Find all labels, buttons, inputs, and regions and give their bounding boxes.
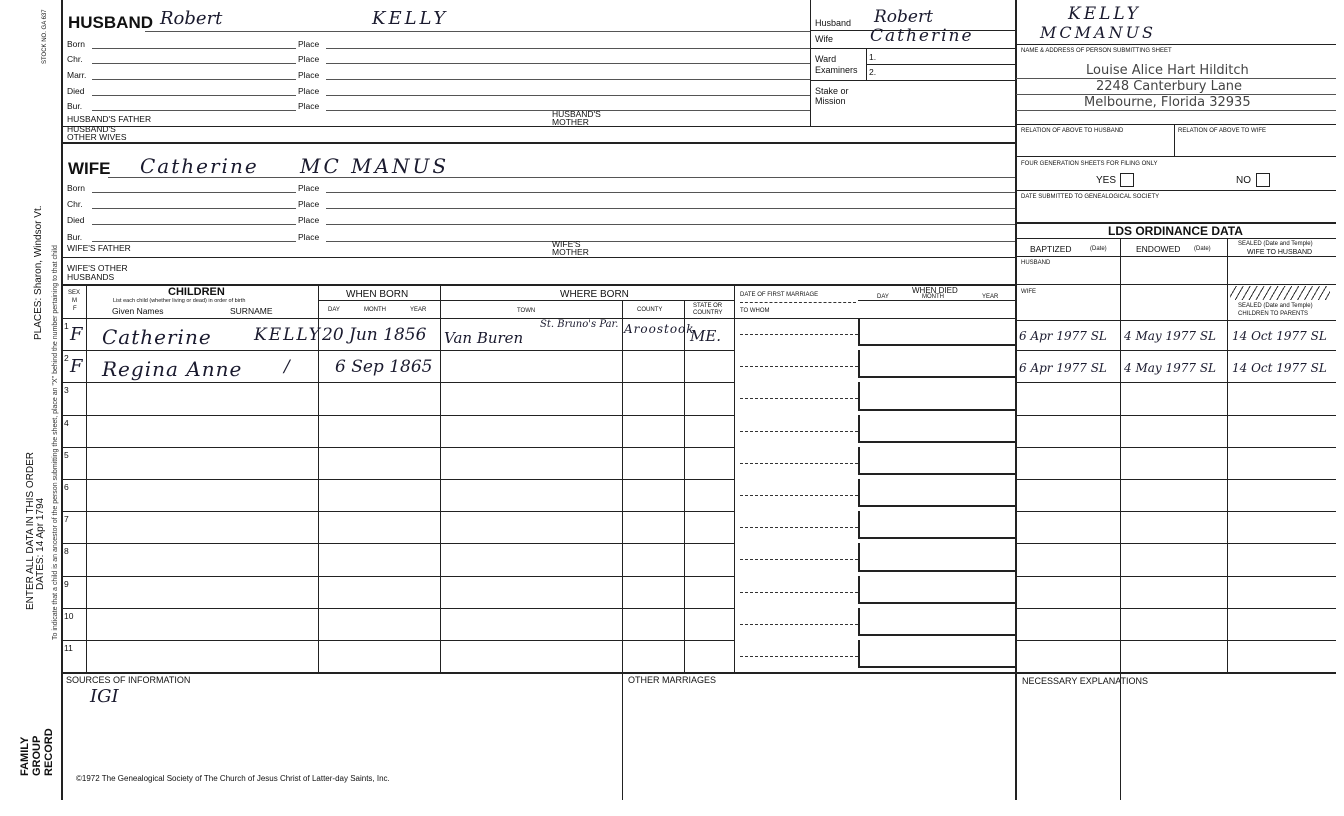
wife-died-place-label: Place xyxy=(298,215,320,225)
form-title-record: RECORD xyxy=(43,728,55,776)
child-sex: F xyxy=(70,356,83,378)
wife-died-label: Died xyxy=(67,215,85,225)
child-ancestor-instruction: To indicate that a child is an ancestor of the person submitting the sheet, place an "X" behind the number pertaining to that child xyxy=(52,245,59,640)
submitter-label: NAME & ADDRESS OF PERSON SUBMITTING SHEET xyxy=(1021,48,1172,54)
first-marriage-label: DATE OF FIRST MARRIAGE xyxy=(740,292,819,298)
child-birth-date: 6 Sep 1865 xyxy=(335,357,433,378)
summary-wife-surname: MCMANUS xyxy=(1040,23,1157,42)
ward-number-1: 1. xyxy=(869,52,877,62)
husband-mother-label-2: MOTHER xyxy=(552,117,589,127)
ward-number-2: 2. xyxy=(869,67,877,77)
necessary-explanations-label: NECESSARY EXPLANATIONS xyxy=(1022,676,1149,686)
husband-label: HUSBAND xyxy=(68,13,153,32)
child-number: 4 xyxy=(64,417,69,428)
husband-other-wives-label-2: OTHER WIVES xyxy=(67,132,127,142)
children-instruction: List each child (whether living or dead) in order of birth xyxy=(113,298,246,304)
sources-label: SOURCES OF INFORMATION xyxy=(66,675,191,685)
no-label: NO xyxy=(1236,175,1251,186)
sealed-children-label: SEALED (Date and Temple) xyxy=(1238,303,1313,309)
child-number: 11 xyxy=(64,643,73,653)
relation-husband-label: RELATION OF ABOVE TO HUSBAND xyxy=(1021,128,1124,134)
country-label: COUNTRY xyxy=(693,310,723,316)
wife-given-name: Catherine xyxy=(140,154,259,178)
husband-born-place-label: Place xyxy=(298,39,320,49)
lds-title: LDS ORDINANCE DATA xyxy=(1108,224,1243,238)
child-given-name: Catherine xyxy=(102,325,212,349)
dates-label: DATES: 14 Apr 1794 xyxy=(35,497,46,590)
husband-surname: KELLY xyxy=(372,8,449,29)
submitter-name: Louise Alice Hart Hilditch xyxy=(1086,63,1249,78)
when-born-label: WHEN BORN xyxy=(346,289,409,300)
sealed-children-label-2: CHILDREN TO PARENTS xyxy=(1238,311,1309,317)
child-given-name: Regina Anne xyxy=(102,357,243,382)
child-birth-town-note: St. Bruno's Par. xyxy=(540,319,619,330)
form-title-group: GROUP xyxy=(31,735,43,776)
wife-bur-label: Bur. xyxy=(67,232,83,242)
summary-wife-given: Catherine xyxy=(870,26,974,46)
child-birth-date: 20 Jun 1856 xyxy=(322,325,427,345)
sex-label: SEX xyxy=(68,290,81,296)
given-names-label: Given Names xyxy=(112,306,164,316)
child-number: 9 xyxy=(64,578,69,589)
baptized-date-label: (Date) xyxy=(1090,246,1107,252)
form-title-family: FAMILY xyxy=(19,736,31,776)
wife-father-label: WIFE'S FATHER xyxy=(67,243,131,253)
child-endowed-date: 4 May 1977 SL xyxy=(1124,361,1217,376)
husband-father-label: HUSBAND'S FATHER xyxy=(67,114,152,124)
summary-wife-label: Wife xyxy=(815,34,833,44)
children-label: CHILDREN xyxy=(168,286,225,298)
lds-wife-row-label: WIFE xyxy=(1021,289,1036,295)
child-surname: KELLY xyxy=(254,325,322,345)
copyright: ©1972 The Genealogical Society of The Church of Jesus Christ of Latter-day Saints, Inc. xyxy=(76,774,390,783)
sealed-hatch xyxy=(1230,286,1330,300)
stock-number: STOCK NO. GA 637 xyxy=(42,9,48,64)
child-number: 6 xyxy=(64,482,69,492)
husband-bur-place-label: Place xyxy=(298,101,320,111)
husband-born-label: Born xyxy=(67,39,85,49)
endowed-date-label: (Date) xyxy=(1194,246,1211,252)
endowed-label: ENDOWED xyxy=(1136,244,1181,254)
child-sealed-date: 14 Oct 1977 SL xyxy=(1232,361,1327,376)
summary-husband-label: Husband xyxy=(815,18,852,28)
wife-born-label: Born xyxy=(67,183,85,193)
no-checkbox[interactable] xyxy=(1256,173,1270,187)
wife-born-place-label: Place xyxy=(298,183,320,193)
husband-marr-label: Marr. xyxy=(67,70,87,80)
sex-m-label: M xyxy=(72,298,77,304)
wife-surname: MC MANUS xyxy=(300,154,450,178)
enter-all-data-label: ENTER ALL DATA IN THIS ORDER xyxy=(25,452,36,610)
died-year-label: YEAR xyxy=(982,294,999,300)
yes-checkbox[interactable] xyxy=(1120,173,1134,187)
child-number: 1 xyxy=(64,321,69,331)
child-birth-county: Aroostook xyxy=(624,322,695,336)
sources-value: IGI xyxy=(90,686,119,707)
ward-label: Ward xyxy=(815,54,837,64)
summary-husband-surname: KELLY xyxy=(1068,4,1141,24)
child-number: 8 xyxy=(64,546,69,557)
husband-chr-place-label: Place xyxy=(298,54,320,64)
places-label: PLACES: Sharon, Windsor Vt. xyxy=(33,205,44,340)
child-number: 7 xyxy=(64,514,69,525)
husband-bur-label: Bur. xyxy=(67,101,83,111)
died-month-label: MONTH xyxy=(922,294,944,300)
wife-bur-place-label: Place xyxy=(298,232,320,242)
child-birth-town: Van Buren xyxy=(444,329,524,347)
mission-label: Mission xyxy=(815,96,846,106)
child-endowed-date: 4 May 1977 SL xyxy=(1124,329,1217,343)
wife-mother-label-2: MOTHER xyxy=(552,247,589,257)
submitter-street: 2248 Canterbury Lane xyxy=(1096,79,1243,94)
died-day-label: DAY xyxy=(877,294,889,300)
state-label: STATE OR xyxy=(693,303,723,309)
stake-label: Stake or xyxy=(815,86,849,96)
wife-mother-label: WIFE'S xyxy=(552,239,581,249)
born-month-label: MONTH xyxy=(364,307,386,313)
where-born-label: WHERE BORN xyxy=(560,289,629,300)
born-day-label: DAY xyxy=(328,307,340,313)
child-number: 10 xyxy=(64,610,74,621)
husband-died-place-label: Place xyxy=(298,86,320,96)
child-baptized-date: 6 Apr 1977 SL xyxy=(1019,361,1107,376)
child-sealed-date: 14 Oct 1977 SL xyxy=(1232,329,1327,343)
submitter-city: Melbourne, Florida 32935 xyxy=(1084,95,1251,110)
when-died-label: WHEN DIED xyxy=(912,286,958,295)
examiners-label: Examiners xyxy=(815,65,858,75)
yes-label: YES xyxy=(1096,175,1117,186)
lds-husband-row-label: HUSBAND xyxy=(1021,260,1051,266)
child-number: 2 xyxy=(64,353,69,364)
sealed-wife-label: SEALED (Date and Temple) xyxy=(1238,241,1313,247)
relation-wife-label: RELATION OF ABOVE TO WIFE xyxy=(1178,128,1267,134)
surname-label: SURNAME xyxy=(230,306,273,316)
wife-other-husbands-label-2: HUSBANDS xyxy=(67,272,115,282)
sex-f-label: F xyxy=(73,306,77,312)
child-sex: F xyxy=(70,324,83,345)
born-year-label: YEAR xyxy=(410,307,427,313)
wife-chr-label: Chr. xyxy=(67,199,83,209)
child-birth-state: ME. xyxy=(690,327,722,345)
husband-other-wives-label: HUSBAND'S xyxy=(67,124,116,134)
county-label: COUNTY xyxy=(637,307,663,313)
husband-mother-label: HUSBAND'S xyxy=(552,109,601,119)
child-number: 5 xyxy=(64,449,69,460)
husband-died-label: Died xyxy=(67,86,85,96)
summary-husband-given: Robert xyxy=(874,7,933,27)
husband-marr-place-label: Place xyxy=(298,70,320,80)
child-surname: / xyxy=(284,357,292,378)
husband-given-name: Robert xyxy=(160,8,223,29)
husband-chr-label: Chr. xyxy=(67,54,83,64)
other-marriages-label: OTHER MARRIAGES xyxy=(628,675,717,685)
date-submitted-label: DATE SUBMITTED TO GENEALOGICAL SOCIETY xyxy=(1021,194,1160,200)
child-baptized-date: 6 Apr 1977 SL xyxy=(1019,329,1107,343)
four-gen-label: FOUR GENERATION SHEETS FOR FILING ONLY xyxy=(1021,161,1158,167)
wife-chr-place-label: Place xyxy=(298,199,320,209)
to-whom-label: TO WHOM xyxy=(740,308,770,314)
child-number: 3 xyxy=(64,385,69,396)
sealed-wife-label-2: WIFE TO HUSBAND xyxy=(1247,249,1313,256)
town-label: TOWN xyxy=(517,308,536,314)
wife-label: WIFE xyxy=(68,159,111,178)
wife-other-husbands-label: WIFE'S OTHER xyxy=(67,263,128,273)
baptized-label: BAPTIZED xyxy=(1030,244,1072,254)
